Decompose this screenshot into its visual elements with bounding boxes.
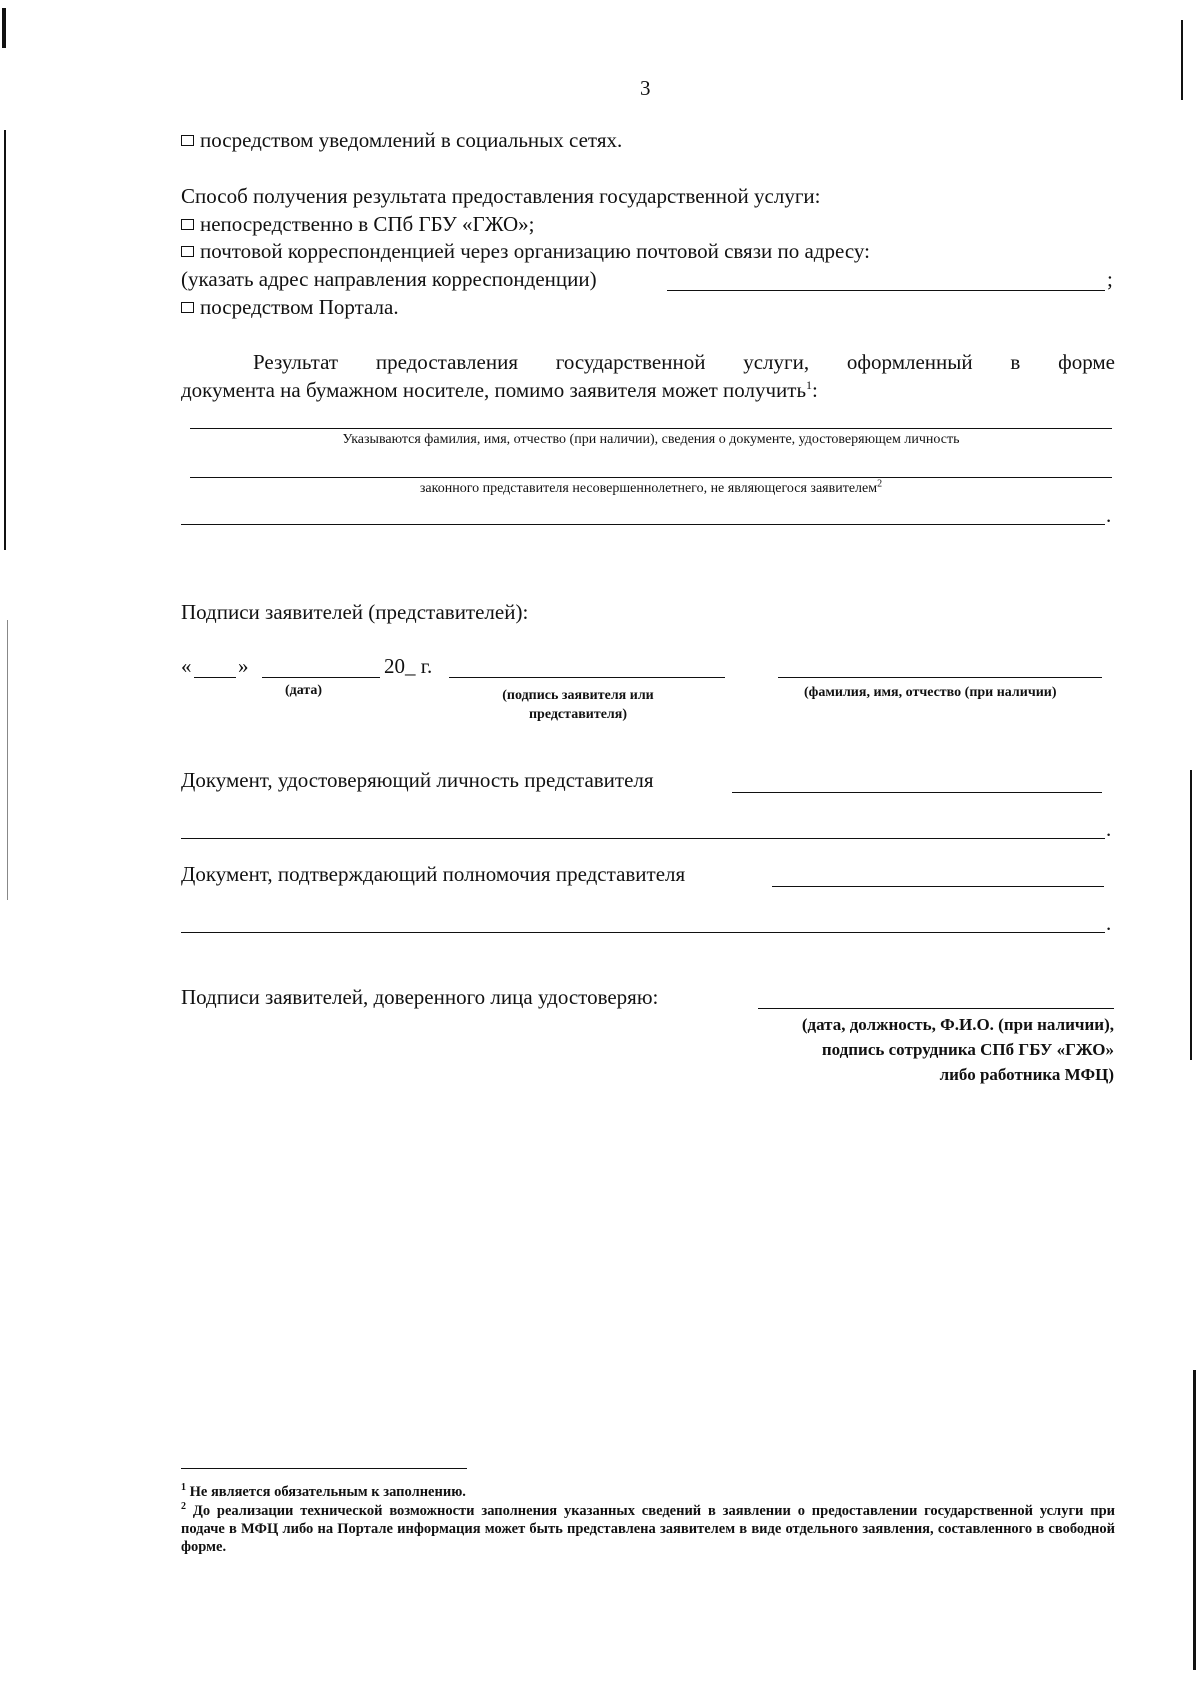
scan-artifact-right-top	[1181, 20, 1183, 100]
footnote-2-text: До реализации технической возможности заполнения указанных сведений в заявлении о предоставлении государственной услуги при подаче в МФЦ либо на Портале информация может быть представлена заявителем в виде отдельного заявления, составленного в свободной форме.	[181, 1503, 1115, 1555]
recipient-field-2[interactable]	[190, 477, 1112, 478]
scan-artifact-left-dash	[7, 620, 8, 900]
full-name-field[interactable]	[778, 677, 1102, 678]
identity-doc-field-1[interactable]	[732, 792, 1102, 793]
footnote-ref-2: 2	[877, 478, 883, 490]
result-paragraph-line2	[181, 380, 818, 401]
signature-caption-line1: (подпись заявителя или	[502, 688, 654, 703]
footnote-1-text: Не является обязательным к заполнению.	[189, 1484, 466, 1500]
checkbox-icon[interactable]	[181, 135, 194, 146]
footnote-1	[181, 1483, 1115, 1501]
date-caption: (дата)	[285, 683, 323, 698]
date-month-field[interactable]	[262, 677, 380, 678]
certify-label: Подписи заявителей, доверенного лица удостоверяю:	[181, 985, 659, 1009]
footnote-ref-1: 1	[806, 378, 813, 392]
signature-field[interactable]	[449, 677, 725, 678]
checkbox-icon[interactable]	[181, 302, 194, 313]
footnote-2	[181, 1502, 1115, 1556]
recipient-caption-2-text: законного представителя несовершеннолетнего, не являющегося заявителем	[419, 481, 878, 496]
date-day-field[interactable]	[194, 677, 236, 678]
address-field[interactable]	[667, 290, 1105, 291]
authority-doc-label: Документ, подтверждающий полномочия представителя	[181, 862, 686, 886]
identity-doc-end: .	[1106, 817, 1112, 841]
receipt-option-portal-label: посредством Портала.	[200, 295, 399, 319]
certify-caption-line3: либо работника МФЦ)	[939, 1065, 1114, 1084]
full-name-caption: (фамилия, имя, отчество (при наличии)	[804, 685, 1057, 700]
date-close-quote: »	[238, 654, 249, 678]
certify-caption-line1: (дата, должность, Ф.И.О. (при наличии),	[801, 1015, 1114, 1034]
recipient-caption-1: Указываются фамилия, имя, отчество (при наличии), сведения о документе, удостоверяющем личность	[342, 432, 960, 447]
page-number: 3	[640, 76, 651, 100]
receipt-option-direct	[181, 214, 535, 235]
authority-doc-field-2[interactable]	[181, 932, 1105, 933]
scan-artifact-right-mid	[1190, 770, 1192, 1060]
signature-caption	[468, 686, 688, 724]
footnote-1-number: 1	[181, 1482, 186, 1494]
result-paragraph-text1: Результат предоставления государственной услуги, оформленный в форме	[253, 350, 1115, 374]
address-label: (указать адрес направления корреспонденции)	[181, 267, 597, 291]
result-paragraph-colon: :	[812, 378, 818, 402]
date-year: 20_ г.	[384, 654, 433, 678]
scan-artifact-left-top	[2, 8, 6, 48]
identity-doc-field-2[interactable]	[181, 838, 1105, 839]
notify-social-option	[181, 130, 622, 151]
receipt-option-direct-label: непосредственно в СПб ГБУ «ГЖО»;	[200, 212, 535, 236]
certify-field[interactable]	[758, 1008, 1114, 1009]
recipient-field-1[interactable]	[190, 428, 1112, 429]
signature-caption-line2: представителя)	[528, 707, 628, 722]
receipt-option-post-label: почтовой корреспонденцией через организацию почтовой связи по адресу:	[200, 239, 870, 263]
certify-caption-line2: подпись сотрудника СПб ГБУ «ГЖО»	[821, 1040, 1114, 1059]
authority-doc-end: .	[1106, 911, 1112, 935]
receipt-option-post	[181, 241, 870, 262]
checkbox-icon[interactable]	[181, 246, 194, 257]
result-paragraph-text2: документа на бумажном носителе, помимо заявителя может получить	[181, 378, 807, 402]
receipt-option-portal	[181, 297, 399, 318]
result-paragraph-line1	[253, 352, 1115, 373]
notify-social-label: посредством уведомлений в социальных сетях.	[200, 128, 623, 152]
checkbox-icon[interactable]	[181, 219, 194, 230]
recipient-field-3-end: .	[1106, 503, 1112, 527]
footnote-2-number: 2	[181, 1501, 186, 1513]
footnote-separator	[181, 1468, 467, 1469]
authority-doc-field-1[interactable]	[772, 886, 1104, 887]
date-open-quote: «	[181, 654, 192, 678]
recipient-caption-2	[190, 478, 1112, 496]
signatures-heading: Подписи заявителей (представителей):	[181, 600, 529, 624]
certify-caption	[600, 1012, 1114, 1087]
recipient-field-3[interactable]	[181, 524, 1105, 525]
scan-artifact-right-bottom	[1193, 1370, 1196, 1670]
scan-artifact-left	[4, 130, 6, 550]
receipt-heading: Способ получения результата предоставления государственной услуги:	[181, 184, 821, 208]
identity-doc-label: Документ, удостоверяющий личность представителя	[181, 768, 654, 792]
address-end: ;	[1107, 267, 1113, 291]
